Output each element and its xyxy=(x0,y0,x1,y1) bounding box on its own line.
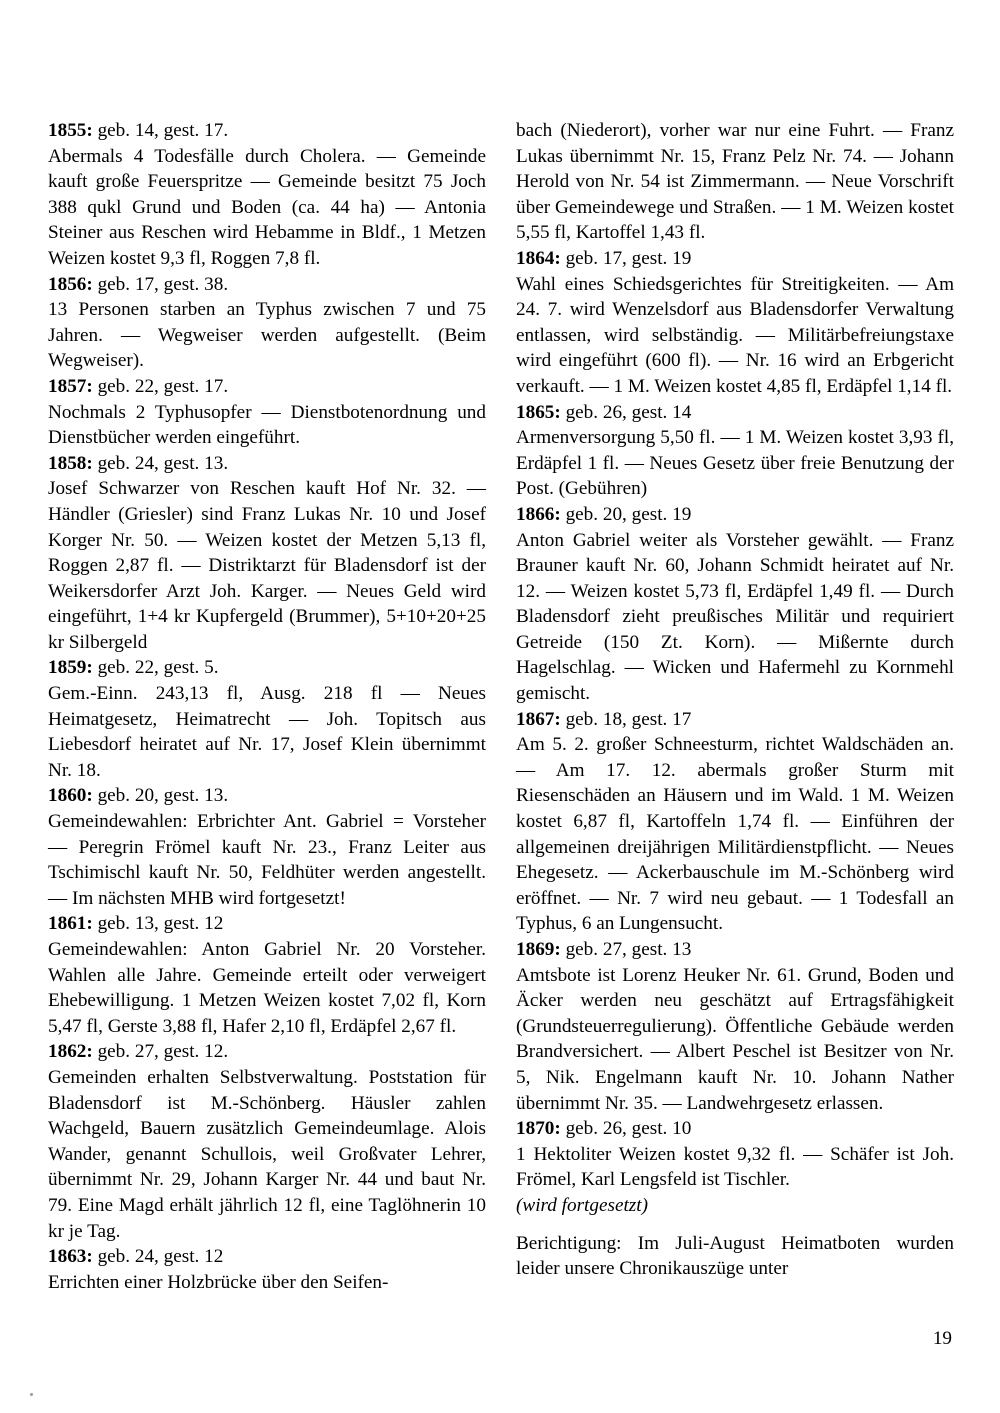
entry-text: geb. 18, gest. 17 xyxy=(560,708,692,730)
paragraph xyxy=(48,655,486,681)
body-text: Armenversorgung 5,50 fl. — 1 M. Weizen kostet 3,93 fl, Erdäpfel 1 fl. — Neues Gesetz über freie Benutzung der Post. (Gebühren) xyxy=(516,427,954,500)
paragraph xyxy=(516,425,954,502)
body-text: Josef Schwarzer von Reschen kauft Hof Nr. 32. — Händler (Griesler) sind Franz Lukas Nr. 10 und Josef Korger Nr. 50. — Weizen kostet der Metzen 5,13 fl, Roggen 2,87 fl. — Distriktarzt für Bladensdorf ist der Weikersdorfer Arzt Joh. Karger. — Neues Geld wird eingeführt, 1+4 kr Kupfergeld (Brummer), 5+10+20+25 kr Silbergeld xyxy=(48,478,486,653)
paragraph xyxy=(48,1039,486,1065)
body-text: Anton Gabriel weiter als Vorsteher gewählt. — Franz Brauner kauft Nr. 60, Johann Schmidt heiratet auf Nr. 12. — Weizen kostet 5,73 fl, Erdäpfel 1,49 fl. — Durch Bladensdorf zieht preußisches Militär und requiriert Getreide (150 Zt. Korn). — Mißernte durch Hagelschlag. — Wicken und Hafermehl zu Kornmehl gemischt. xyxy=(516,529,954,705)
paragraph xyxy=(48,451,486,477)
spacer xyxy=(516,1219,954,1231)
paragraph xyxy=(48,374,486,400)
paragraph xyxy=(48,937,486,1039)
paragraph xyxy=(48,118,486,144)
body-text: Gem.-Einn. 243,13 fl, Ausg. 218 fl — Neues Heimatgesetz, Heimatrecht — Joh. Topitsch aus Liebesdorf heiratet auf Nr. 17, Josef Klein übernimmt Nr. 18. xyxy=(48,683,486,781)
paragraph xyxy=(516,118,954,246)
year-label: 1858: xyxy=(48,452,93,474)
correction-note xyxy=(516,1231,954,1282)
paragraph xyxy=(516,246,954,272)
body-text: Errichten einer Holzbrücke über den Seifen- xyxy=(48,1271,389,1293)
paragraph xyxy=(516,1142,954,1193)
entry-text: geb. 24, gest. 13. xyxy=(92,452,229,474)
entry-text: geb. 24, gest. 12 xyxy=(92,1246,224,1268)
body-text: Gemeinden erhalten Selbstverwaltung. Poststation für Bladensdorf ist M.-Schönberg. Häusler zahlen Wachgeld, Bauern zusätzlich Gemeindeumlage. Alois Wander, genannt Schullois, weil Großvater Lehrer, übernimmt Nr. 29, Johann Karger Nr. 44 und baut Nr. 79. Eine Magd erhält jährlich 12 fl, eine Taglöhnerin 10 kr je Tag. xyxy=(48,1066,486,1242)
entry-text: geb. 22, gest. 5. xyxy=(92,657,219,679)
paragraph xyxy=(516,937,954,963)
paragraph xyxy=(48,1244,486,1270)
year-label: 1869: xyxy=(516,939,561,960)
paragraph xyxy=(48,1065,486,1244)
paragraph xyxy=(48,783,486,809)
paragraph xyxy=(516,1116,954,1142)
body-text: Nochmals 2 Typhusopfer — Dienstbotenordnung und Dienstbücher werden eingeführt. xyxy=(48,401,486,449)
entry-text: geb. 27, gest. 12. xyxy=(92,1041,229,1063)
entry-text: geb. 17, gest. 38. xyxy=(92,273,229,295)
paragraph xyxy=(48,809,486,911)
entry-text: geb. 17, gest. 19 xyxy=(560,247,692,269)
paragraph xyxy=(516,272,954,400)
entry-text: geb. 20, gest. 19 xyxy=(560,503,692,525)
correction-text: Berichtigung: Im Juli-August Heimatboten wurden leider unsere Chronikauszüge unter xyxy=(516,1232,954,1280)
continuation-note xyxy=(516,1193,954,1219)
paragraph xyxy=(516,963,954,1117)
paragraph xyxy=(516,528,954,707)
year-label: 1861: xyxy=(48,913,93,935)
year-label: 1857: xyxy=(48,375,93,397)
entry-text: geb. 27, gest. 13 xyxy=(560,939,692,960)
entry-text: geb. 22, gest. 17. xyxy=(92,375,229,397)
paragraph xyxy=(48,1270,486,1296)
left-column xyxy=(48,118,486,1295)
right-column xyxy=(516,118,954,1295)
body-text: 13 Personen starben an Typhus zwischen 7 und 75 Jahren. — Wegweiser werden aufgestellt. (Beim Wegweiser). xyxy=(48,299,486,372)
scan-speck xyxy=(30,1393,33,1396)
paragraph xyxy=(48,272,486,298)
body-text: Abermals 4 Todesfälle durch Cholera. — Gemeinde kauft große Feuerspritze — Gemeinde besitzt 75 Joch 388 qukl Grund und Boden (ca. 44 ha) — Antonia Steiner aus Reschen wird Hebamme in Bldf., 1 Metzen Weizen kostet 9,3 fl, Roggen 7,8 fl. xyxy=(48,145,486,269)
paragraph xyxy=(516,400,954,426)
year-label: 1862: xyxy=(48,1041,93,1063)
body-text: Wahl eines Schiedsgerichtes für Streitigkeiten. — Am 24. 7. wird Wenzelsdorf aus Bladensdorfer Verwaltung entlassen, wird selbständig. — Militärbefreiungstaxe wird eingeführt (600 fl). — Nr. 16 wird an Erbgericht verkauft. — 1 M. Weizen kostet 4,85 fl, Erdäpfel 1,14 fl. xyxy=(516,273,954,397)
body-text: Gemeindewahlen: Erbrichter Ant. Gabriel = Vorsteher — Peregrin Frömel kauft Nr. 23., Franz Leiter aus Tschimischl kauft Nr. 50, Feldhüter werden angestellt. — Im nächsten MHB wird fortgesetzt! xyxy=(48,811,486,909)
entry-text: geb. 26, gest. 14 xyxy=(560,401,692,423)
two-column-body xyxy=(48,118,954,1295)
body-text: bach (Niederort), vorher war nur eine Fuhrt. — Franz Lukas übernimmt Nr. 15, Franz Pelz Nr. 74. — Johann Herold von Nr. 54 ist Zimmermann. — Neue Vorschrift über Gemeindewege und Straßen. — 1 M. Weizen kostet 5,55 fl, Kartoffel 1,43 fl. xyxy=(516,120,954,244)
year-label: 1865: xyxy=(516,401,561,423)
entry-text: geb. 13, gest. 12 xyxy=(92,913,224,935)
year-label: 1863: xyxy=(48,1246,93,1268)
year-label: 1860: xyxy=(48,785,93,807)
paragraph xyxy=(48,476,486,655)
body-text: Amtsbote ist Lorenz Heuker Nr. 61. Grund, Boden und Äcker werden neu geschätzt auf Ertragsfähigkeit (Grundsteuerregulierung). Öffentliche Gebäude werden Brandversichert. — Albert Peschel ist Besitzer von Nr. 5, Nik. Engelmann kauft Nr. 10. Johann Nather übernimmt Nr. 35. — Landwehrgesetz erlassen. xyxy=(516,964,954,1114)
entry-text: geb. 20, gest. 13. xyxy=(92,785,229,807)
paragraph xyxy=(48,911,486,937)
paragraph xyxy=(48,681,486,783)
entry-text: geb. 26, gest. 10 xyxy=(560,1118,692,1140)
year-label: 1870: xyxy=(516,1118,561,1140)
year-label: 1855: xyxy=(48,120,93,141)
year-label: 1866: xyxy=(516,503,561,525)
page-number: 19 xyxy=(932,1328,952,1349)
year-label: 1856: xyxy=(48,273,93,295)
year-label: 1864: xyxy=(516,247,561,269)
paragraph xyxy=(516,707,954,733)
year-label: 1859: xyxy=(48,657,93,679)
paragraph xyxy=(48,400,486,451)
body-text: 1 Hektoliter Weizen kostet 9,32 fl. — Schäfer ist Joh. Frömel, Karl Lengsfeld ist Tischler. xyxy=(516,1143,954,1191)
year-label: 1867: xyxy=(516,708,561,730)
entry-text: geb. 14, gest. 17. xyxy=(92,120,229,141)
paragraph xyxy=(516,732,954,937)
paragraph xyxy=(48,144,486,272)
body-text: Gemeindewahlen: Anton Gabriel Nr. 20 Vorsteher. Wahlen alle Jahre. Gemeinde erteilt oder verweigert Ehebewilligung. 1 Metzen Weizen kostet 7,02 fl, Korn 5,47 fl, Gerste 3,88 fl, Hafer 2,10 fl, Erdäpfel 2,67 fl. xyxy=(48,939,486,1037)
paragraph xyxy=(48,297,486,374)
continuation-text: (wird fortgesetzt) xyxy=(516,1194,648,1216)
paragraph xyxy=(516,502,954,528)
body-text: Am 5. 2. großer Schneesturm, richtet Waldschäden an. — Am 17. 12. abermals großer Sturm mit Riesenschäden an Häusern und im Wald. 1 M. Weizen kostet 6,87 fl, Kartoffeln 1,74 fl. — Einführen der allgemeinen dreijährigen Militärdienstpflicht. — Neues Ehegesetz. — Ackerbauschule im M.-Schönberg wird eröffnet. — Nr. 7 wird neu gebaut. — 1 Todesfall an Typhus, 6 an Lungensucht. xyxy=(516,734,954,935)
